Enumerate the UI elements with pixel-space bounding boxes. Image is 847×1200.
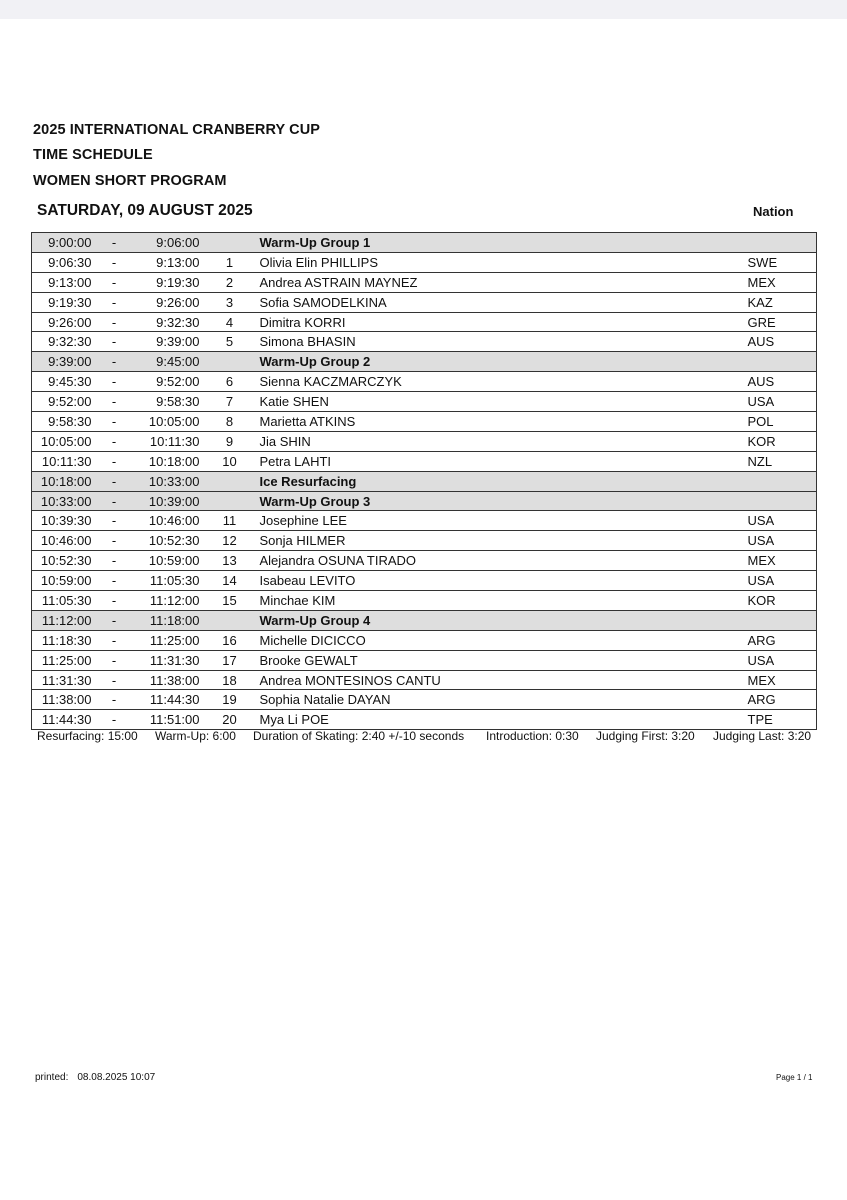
row-start-time: 11:25:00 [32,650,92,670]
row-dash: - [92,531,137,551]
row-end-time: 11:31:30 [137,650,200,670]
row-nation: KOR [748,431,817,451]
row-end-time: 9:19:30 [137,272,200,292]
row-name: Dimitra KORRI [260,312,748,332]
row-end-time: 11:38:00 [137,670,200,690]
row-start-number: 17 [200,650,260,670]
row-start-number: 5 [200,332,260,352]
row-start-time: 10:46:00 [32,531,92,551]
document-title: TIME SCHEDULE [33,147,153,163]
row-dash: - [92,591,137,611]
schedule-table [31,232,817,730]
row-dash: - [92,551,137,571]
row-nation: KOR [748,591,817,611]
row-name: Petra LAHTI [260,451,748,471]
row-start-number [200,491,260,511]
row-dash: - [92,431,137,451]
row-start-number [200,233,260,253]
skater-row [32,630,817,650]
row-start-time: 9:39:00 [32,352,92,372]
row-nation: ARG [748,630,817,650]
row-start-time: 11:18:30 [32,630,92,650]
row-start-number [200,471,260,491]
row-start-time: 11:05:30 [32,591,92,611]
row-dash: - [92,372,137,392]
row-nation: KAZ [748,292,817,312]
skater-row [32,690,817,710]
row-end-time: 9:13:00 [137,252,200,272]
skater-row [32,551,817,571]
row-nation [748,610,817,630]
row-nation: USA [748,650,817,670]
row-nation: USA [748,531,817,551]
row-nation: POL [748,412,817,432]
row-start-number: 7 [200,392,260,412]
row-dash: - [92,571,137,591]
skater-row [32,392,817,412]
row-end-time: 9:45:00 [137,352,200,372]
row-name: Sienna KACZMARCZYK [260,372,748,392]
event-title: 2025 INTERNATIONAL CRANBERRY CUP [33,122,321,138]
skater-row [32,591,817,611]
row-dash: - [92,292,137,312]
row-name: Ice Resurfacing [260,471,748,491]
row-end-time: 9:32:30 [137,312,200,332]
row-name: Katie SHEN [260,392,748,412]
row-end-time: 10:59:00 [137,551,200,571]
row-start-time: 11:38:00 [32,690,92,710]
row-end-time: 9:06:00 [137,233,200,253]
row-name: Warm-Up Group 1 [260,233,748,253]
row-dash: - [92,312,137,332]
row-end-time: 11:44:30 [137,690,200,710]
skater-row [32,312,817,332]
row-start-time: 9:58:30 [32,412,92,432]
row-name: Michelle DICICCO [260,630,748,650]
row-start-number: 8 [200,412,260,432]
printed-stamp [35,1072,155,1083]
skater-row [32,511,817,531]
row-name: Sophia Natalie DAYAN [260,690,748,710]
row-end-time: 10:46:00 [137,511,200,531]
row-start-number: 6 [200,372,260,392]
skater-row [32,531,817,551]
row-start-number: 20 [200,710,260,730]
row-nation [748,352,817,372]
row-name: Alejandra OSUNA TIRADO [260,551,748,571]
schedule-rows [32,233,817,730]
event-row [32,491,817,511]
row-end-time: 11:51:00 [137,710,200,730]
row-name: Isabeau LEVITO [260,571,748,591]
row-dash: - [92,332,137,352]
row-nation [748,491,817,511]
row-nation: USA [748,511,817,531]
row-nation: USA [748,392,817,412]
row-start-time: 10:05:00 [32,431,92,451]
row-dash: - [92,252,137,272]
event-row [32,610,817,630]
row-start-time: 11:12:00 [32,610,92,630]
row-name: Sofia SAMODELKINA [260,292,748,312]
event-row [32,471,817,491]
row-start-number: 19 [200,690,260,710]
row-start-number: 14 [200,571,260,591]
row-nation: USA [748,571,817,591]
row-name: Simona BHASIN [260,332,748,352]
row-start-number: 2 [200,272,260,292]
row-start-time: 10:18:00 [32,471,92,491]
row-start-time: 9:52:00 [32,392,92,412]
skater-row [32,571,817,591]
row-nation: ARG [748,690,817,710]
row-dash: - [92,610,137,630]
row-end-time: 10:18:00 [137,451,200,471]
row-nation: MEX [748,272,817,292]
row-name: Josephine LEE [260,511,748,531]
skater-row [32,292,817,312]
row-start-time: 9:06:30 [32,252,92,272]
note-duration: Duration of Skating: 2:40 +/-10 seconds [253,729,465,743]
row-end-time: 9:52:00 [137,372,200,392]
row-start-time: 10:59:00 [32,571,92,591]
row-end-time: 11:25:00 [137,630,200,650]
row-end-time: 9:26:00 [137,292,200,312]
skater-row [32,412,817,432]
row-name: Olivia Elin PHILLIPS [260,252,748,272]
row-dash: - [92,670,137,690]
row-name: Jia SHIN [260,431,748,451]
note-resurfacing: Resurfacing: 15:00 [37,729,138,743]
row-end-time: 11:05:30 [137,571,200,591]
row-start-number: 12 [200,531,260,551]
row-start-number: 16 [200,630,260,650]
skater-row [32,710,817,730]
row-dash: - [92,233,137,253]
segment-title: WOMEN SHORT PROGRAM [33,173,227,189]
skater-row [32,272,817,292]
printed-label: printed: [35,1072,69,1083]
row-name: Andrea ASTRAIN MAYNEZ [260,272,748,292]
row-start-time: 11:31:30 [32,670,92,690]
row-start-number: 3 [200,292,260,312]
row-nation: GRE [748,312,817,332]
row-dash: - [92,392,137,412]
skater-row [32,431,817,451]
skater-row [32,451,817,471]
row-dash: - [92,650,137,670]
row-end-time: 10:39:00 [137,491,200,511]
row-start-time: 10:11:30 [32,451,92,471]
row-start-number: 15 [200,591,260,611]
row-start-time: 11:44:30 [32,710,92,730]
row-name: Warm-Up Group 4 [260,610,748,630]
row-name: Sonja HILMER [260,531,748,551]
row-start-time: 9:32:30 [32,332,92,352]
row-start-number: 11 [200,511,260,531]
row-start-time: 9:19:30 [32,292,92,312]
row-start-time: 9:13:00 [32,272,92,292]
row-nation: AUS [748,332,817,352]
skater-row [32,650,817,670]
row-start-time: 10:33:00 [32,491,92,511]
row-start-number [200,610,260,630]
row-end-time: 11:12:00 [137,591,200,611]
row-nation: NZL [748,451,817,471]
row-dash: - [92,471,137,491]
row-nation: MEX [748,551,817,571]
row-dash: - [92,451,137,471]
row-nation: AUS [748,372,817,392]
row-start-number: 13 [200,551,260,571]
row-start-time: 9:00:00 [32,233,92,253]
row-name: Marietta ATKINS [260,412,748,432]
schedule-date: SATURDAY, 09 AUGUST 2025 [37,202,253,219]
row-name: Warm-Up Group 3 [260,491,748,511]
top-bar [0,0,847,19]
event-row [32,233,817,253]
row-start-number: 10 [200,451,260,471]
row-dash: - [92,630,137,650]
nation-column-header: Nation [753,204,794,219]
row-dash: - [92,352,137,372]
row-dash: - [92,491,137,511]
row-end-time: 10:52:30 [137,531,200,551]
row-end-time: 10:05:00 [137,412,200,432]
event-row [32,352,817,372]
row-end-time: 9:58:30 [137,392,200,412]
row-nation [748,233,817,253]
row-start-time: 9:45:30 [32,372,92,392]
row-name: Andrea MONTESINOS CANTU [260,670,748,690]
row-dash: - [92,412,137,432]
row-end-time: 9:39:00 [137,332,200,352]
row-start-number: 1 [200,252,260,272]
row-start-number: 4 [200,312,260,332]
row-nation [748,471,817,491]
row-name: Brooke GEWALT [260,650,748,670]
note-judging-first: Judging First: 3:20 [596,729,695,743]
row-nation: TPE [748,710,817,730]
skater-row [32,372,817,392]
row-start-time: 10:52:30 [32,551,92,571]
row-name: Minchae KIM [260,591,748,611]
row-dash: - [92,272,137,292]
row-dash: - [92,710,137,730]
row-end-time: 11:18:00 [137,610,200,630]
row-nation: MEX [748,670,817,690]
skater-row [32,252,817,272]
note-warmup: Warm-Up: 6:00 [155,729,236,743]
row-end-time: 10:11:30 [137,431,200,451]
note-judging-last: Judging Last: 3:20 [713,729,812,743]
row-nation: SWE [748,252,817,272]
row-start-number [200,352,260,372]
note-introduction: Introduction: 0:30 [486,729,579,743]
row-name: Mya Li POE [260,710,748,730]
row-start-number: 9 [200,431,260,451]
row-name: Warm-Up Group 2 [260,352,748,372]
row-start-time: 10:39:30 [32,511,92,531]
page-number: Page 1 / 1 [776,1073,813,1082]
row-end-time: 10:33:00 [137,471,200,491]
row-dash: - [92,690,137,710]
row-dash: - [92,511,137,531]
skater-row [32,670,817,690]
row-start-time: 9:26:00 [32,312,92,332]
skater-row [32,332,817,352]
row-start-number: 18 [200,670,260,690]
printed-date: 08.08.2025 10:07 [77,1072,156,1083]
